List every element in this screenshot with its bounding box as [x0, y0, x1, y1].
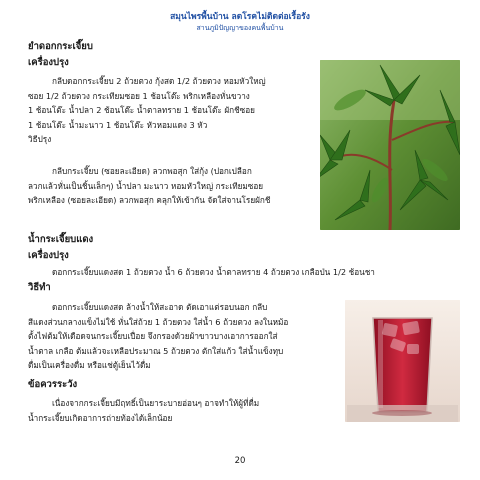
section-2-title: น้ำกระเจี๊ยบแดง	[28, 234, 94, 245]
ingredients-line: กลีบดอกกระเจี๊ยบ 2 ถ้วยตวง กุ้งสด 1/2 ถ้วยตวง หอมหัวใหญ่	[52, 76, 266, 86]
section-2-caution-heading-block	[28, 378, 77, 391]
section-2-caution-heading: ข้อควรระวัง	[28, 379, 78, 390]
section-1-ingredients-heading-block	[28, 56, 69, 69]
method-line: ดอกกระเจี๊ยบแดงสด ล้างน้ำให้สะอาด ตัดเอาแต่รอบนอก กลีบ	[52, 302, 268, 312]
caution-line: น้ำกระเจี๊ยบเกิดอาการถ่ายท้องได้เล็กน้อย	[28, 412, 173, 423]
page-header	[0, 12, 480, 33]
section-2-method-heading: วิธีทำ	[28, 282, 51, 293]
section-2-caution	[28, 396, 338, 425]
method-line: ดื่มเป็นเครื่องดื่ม หรือแช่ตู้เย็นไว้ดื่ม	[28, 360, 151, 370]
method-line: กลีบกระเจี๊ยบ (ซอยละเอียด) ลวกพอสุก ใส่กุ้ง (ปอกเปลือก	[52, 166, 252, 176]
caution-line: เนื่องจากกระเจี๊ยบมีฤทธิ์เป็นยาระบายอ่อนๆ อาจทำให้ผู้ที่ดื่ม	[52, 398, 260, 408]
section-1-title-block	[28, 40, 93, 53]
leaf-illustration	[320, 60, 460, 230]
section-1-method	[28, 164, 298, 208]
section-2-title-block	[28, 233, 93, 246]
section-2-method-heading-block	[28, 281, 51, 294]
roselle-leaf-photo	[320, 60, 460, 230]
header-title: สมุนไพรพื้นบ้าน ลดโรคไม่ติดต่อเรื้อรัง	[170, 12, 310, 22]
section-2-ingredients-heading-block	[28, 249, 69, 262]
header-subtitle: สานภูมิปัญญาของคนพื้นบ้าน	[196, 24, 284, 32]
method-line: ลวกแล้วหั่นเป็นชิ้นเล็กๆ) น้ำปลา มะนาว หอมหัวใหญ่ กระเทียมซอย	[28, 180, 264, 191]
roselle-drink-photo	[345, 300, 460, 422]
drink-illustration	[345, 300, 460, 422]
section-1-ingredients-heading: เครื่องปรุง	[28, 57, 69, 68]
section-2-ingredients-heading: เครื่องปรุง	[28, 250, 69, 261]
ingredients-line: ดอกกระเจี๊ยบแดงสด 1 ถ้วยตวง น้ำ 6 ถ้วยตวง น้ำตาลทราย 4 ถ้วยตวง เกลือป่น 1/2 ช้อนชา	[52, 267, 375, 277]
page-number: 20	[234, 456, 246, 466]
method-line: น้ำตาล เกลือ ต้มแล้วจะเหลือประมาณ 5 ถ้วยตวง ตักใส่แก้ว ใส่น้ำแข็งทุบ	[28, 345, 284, 356]
section-1-ingredients	[28, 74, 298, 147]
section-2-ingredients	[28, 265, 468, 280]
section-2-method	[28, 300, 338, 373]
section-1-title: ยำดอกกระเจี๊ยบ	[28, 41, 93, 52]
ingredients-line: 1 ช้อนโต๊ะ น้ำปลา 2 ช้อนโต๊ะ น้ำตาลทราย 1 ช้อนโต๊ะ ผักชีซอย	[28, 105, 255, 115]
ingredients-line: 1 ช้อนโต๊ะ น้ำมะนาว 1 ช้อนโต๊ะ หัวหอมแดง 3 หัว	[28, 119, 208, 130]
method-line: ตั้งไฟต้มให้เดือดจนกระเจี๊ยบเปื่อย จึงกรองด้วยผ้าขาวบางเอาการออกใส่	[28, 331, 278, 341]
method-line: พริกเหลือง (ซอยละเอียด) ลวกพอสุก คลุกให้เข้ากัน จัดใส่จานโรยผักชี	[28, 195, 271, 205]
ingredients-line: ซอย 1/2 ถ้วยตวง กระเทียมซอย 1 ช้อนโต๊ะ พริกเหลืองหั่นขวาง	[28, 90, 250, 101]
method-line: สีแดงส่วนกลางแข็งไม่ใช้ หั่นใส่ถ้วย 1 ถ้วยตวง ใส่น้ำ 6 ถ้วยตวง ลงในหม้อ	[28, 316, 289, 327]
section-1-method-heading: วิธีปรุง	[28, 134, 52, 144]
